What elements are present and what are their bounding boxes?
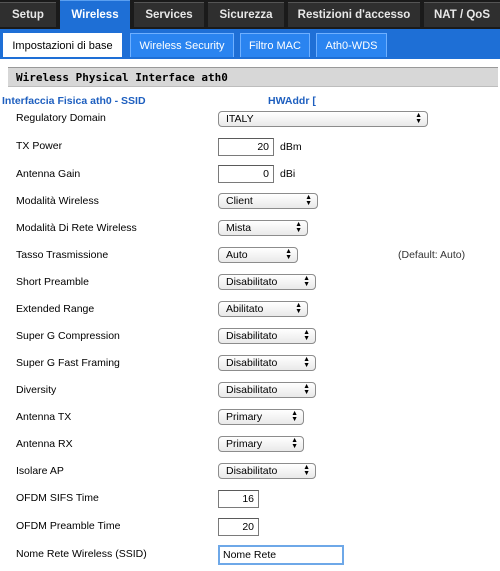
extended-range-value: Abilitato	[226, 303, 264, 315]
isolate-ap-select[interactable]	[218, 463, 316, 479]
select-arrows-icon: ▲ ▼	[291, 410, 298, 423]
ofdm-preamble-input[interactable]: 20	[218, 518, 259, 536]
extended-range-label: Extended Range	[16, 303, 95, 315]
top-nav	[0, 0, 500, 29]
wireless-mode-value: Client	[226, 195, 253, 207]
diversity-value: Disabilitato	[226, 384, 278, 396]
network-mode-value: Mista	[226, 222, 252, 234]
regulatory-domain-select[interactable]	[218, 111, 428, 127]
select-arrows-icon: ▲ ▼	[303, 383, 310, 396]
rate-value: Auto	[226, 249, 248, 261]
short-preamble-label: Short Preamble	[16, 276, 89, 288]
tx-power-label: TX Power	[16, 140, 63, 152]
antenna-rx-value: Primary	[226, 438, 263, 450]
antenna-gain-label: Antenna Gain	[16, 168, 81, 180]
tab-access-restrictions[interactable]: Restizioni d'accesso	[288, 2, 420, 27]
isolate-ap-label: Isolare AP	[16, 465, 64, 477]
select-arrows-icon: ▲ ▼	[303, 464, 310, 477]
antenna-gain-input[interactable]: 0	[218, 165, 274, 183]
select-arrows-icon: ▲ ▼	[415, 112, 422, 125]
super-g-compression-label: Super G Compression	[16, 330, 120, 342]
select-arrows-icon: ▲ ▼	[295, 302, 302, 315]
super-g-compression-value: Disabilitato	[226, 330, 278, 342]
antenna-tx-label: Antenna TX	[16, 411, 72, 423]
select-arrows-icon: ▲ ▼	[305, 194, 312, 207]
tab-wireless[interactable]: Wireless	[60, 0, 130, 29]
subtab-ath0-wds[interactable]: Ath0-WDS	[316, 33, 387, 57]
diversity-select[interactable]	[218, 382, 316, 398]
short-preamble-value: Disabilitato	[226, 276, 278, 288]
extended-range-select[interactable]	[218, 301, 308, 317]
interface-ssid-heading: Interfaccia Fisica ath0 - SSID	[2, 95, 146, 107]
select-arrows-icon: ▲ ▼	[295, 221, 302, 234]
regulatory-domain-label: Regulatory Domain	[16, 112, 106, 124]
antenna-rx-select[interactable]	[218, 436, 304, 452]
short-preamble-select[interactable]	[218, 274, 316, 290]
ofdm-preamble-label: OFDM Preamble Time	[16, 520, 121, 532]
subtab-wireless-security[interactable]: Wireless Security	[130, 33, 234, 57]
super-g-fast-framing-select[interactable]	[218, 355, 316, 371]
tx-power-input[interactable]: 20	[218, 138, 274, 156]
network-mode-select[interactable]	[218, 220, 308, 236]
select-arrows-icon: ▲ ▼	[303, 356, 310, 369]
antenna-gain-unit: dBi	[280, 168, 296, 180]
super-g-fast-framing-label: Super G Fast Framing	[16, 357, 120, 369]
rate-default-note: (Default: Auto)	[398, 249, 466, 261]
antenna-tx-value: Primary	[226, 411, 263, 423]
sub-nav	[0, 29, 500, 59]
ofdm-sifs-label: OFDM SIFS Time	[16, 492, 99, 504]
ssid-input[interactable]: Nome Rete	[218, 545, 344, 565]
tab-services[interactable]: Services	[134, 2, 204, 27]
ssid-label: Nome Rete Wireless (SSID)	[16, 548, 147, 560]
subtab-mac-filter[interactable]: Filtro MAC	[240, 33, 310, 57]
super-g-compression-select[interactable]	[218, 328, 316, 344]
antenna-tx-select[interactable]	[218, 409, 304, 425]
rate-label: Tasso Trasmissione	[16, 249, 109, 261]
hwaddr-heading: HWAddr [	[268, 95, 316, 107]
network-mode-label: Modalità Di Rete Wireless	[16, 222, 137, 234]
subtab-basic-settings[interactable]: Impostazioni di base	[3, 33, 122, 57]
select-arrows-icon: ▲ ▼	[303, 275, 310, 288]
tab-setup[interactable]: Setup	[0, 2, 56, 27]
select-arrows-icon: ▲ ▼	[303, 329, 310, 342]
ofdm-sifs-input[interactable]: 16	[218, 490, 259, 508]
tab-nat-qos[interactable]: NAT / QoS	[424, 2, 500, 27]
select-arrows-icon: ▲ ▼	[291, 437, 298, 450]
tx-power-unit: dBm	[280, 141, 302, 153]
super-g-fast-framing-value: Disabilitato	[226, 357, 278, 369]
isolate-ap-value: Disabilitato	[226, 465, 278, 477]
tab-security[interactable]: Sicurezza	[208, 2, 284, 27]
rate-select[interactable]	[218, 247, 298, 263]
wireless-mode-select[interactable]	[218, 193, 318, 209]
diversity-label: Diversity	[16, 384, 57, 396]
regulatory-domain-value: ITALY	[226, 113, 254, 125]
select-arrows-icon: ▲ ▼	[285, 248, 292, 261]
wireless-mode-label: Modalità Wireless	[16, 195, 99, 207]
antenna-rx-label: Antenna RX	[16, 438, 73, 450]
section-title: Wireless Physical Interface ath0	[8, 67, 498, 87]
